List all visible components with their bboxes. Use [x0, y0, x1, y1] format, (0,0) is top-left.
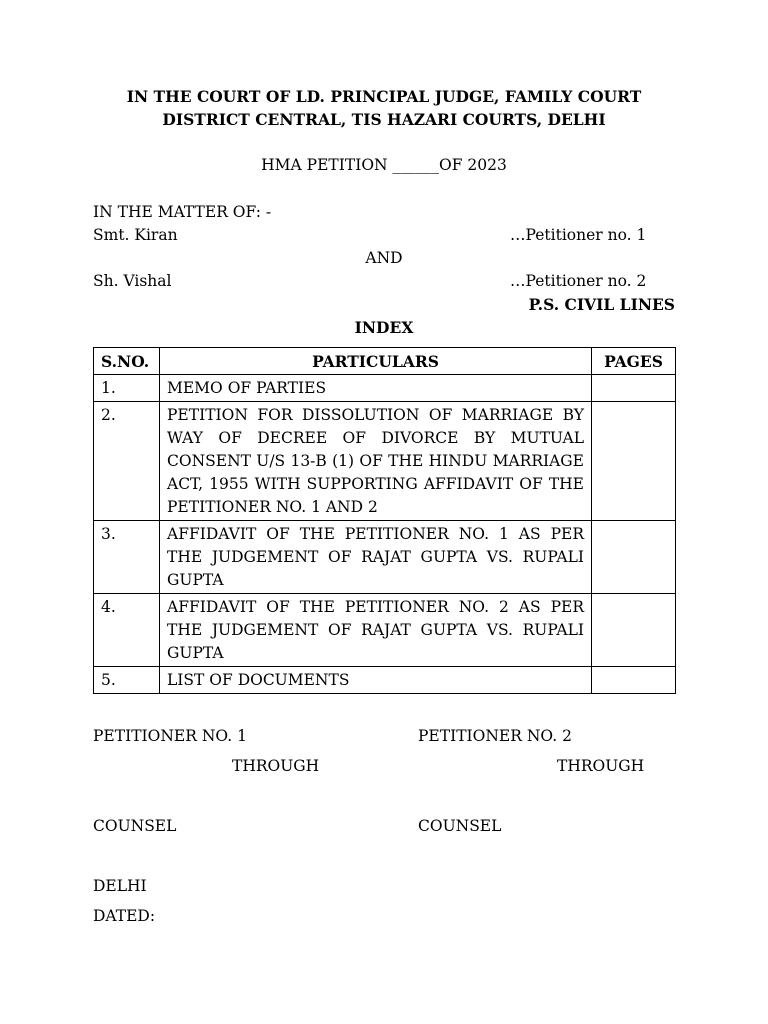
table-row: [94, 667, 676, 694]
row-sno: 1.: [94, 375, 160, 402]
party2-name: Sh. Vishal: [93, 272, 172, 290]
matter-of-label: IN THE MATTER OF: -: [93, 203, 272, 221]
table-row: [94, 375, 676, 402]
petitioner2-signature-label: PETITIONER NO. 2: [418, 727, 572, 745]
row-particulars: PETITION FOR DISSOLUTION OF MARRIAGE BY WAY OF DECREE OF DIVORCE BY MUTUAL CONSENT U/S 13-B (1) OF THE HINDU MARRIAGE ACT, 1955 WITH SUPPORTING AFFIDAVIT OF THE PETITIONER NO. 1 AND 2: [160, 402, 592, 521]
police-station: P.S. CIVIL LINES: [528, 295, 675, 314]
party1-role: …Petitioner no. 1: [510, 226, 647, 244]
row-pages: [592, 521, 676, 594]
petitioner1-signature-label: PETITIONER NO. 1: [93, 727, 247, 745]
counsel-label-1: COUNSEL: [93, 817, 177, 835]
court-title-line1: IN THE COURT OF LD. PRINCIPAL JUDGE, FAMILY COURT: [126, 87, 642, 106]
row-particulars: MEMO OF PARTIES: [160, 375, 592, 402]
table-header-row: [94, 348, 676, 375]
table-row: [94, 521, 676, 594]
row-sno: 2.: [94, 402, 160, 521]
row-pages: [592, 667, 676, 694]
column-header-sno: S.NO.: [94, 348, 160, 375]
court-title-line2: DISTRICT CENTRAL, TIS HAZARI COURTS, DELHI: [162, 110, 606, 129]
row-sno: 3.: [94, 521, 160, 594]
through-label-2: THROUGH: [557, 757, 645, 775]
row-pages: [592, 594, 676, 667]
table-row: [94, 594, 676, 667]
row-sno: 4.: [94, 594, 160, 667]
row-particulars: AFFIDAVIT OF THE PETITIONER NO. 2 AS PER THE JUDGEMENT OF RAJAT GUPTA VS. RUPALI GUPTA: [160, 594, 592, 667]
column-header-particulars: PARTICULARS: [160, 348, 592, 375]
index-table: [93, 347, 676, 694]
petition-number: HMA PETITION ______OF 2023: [261, 156, 507, 174]
row-particulars: LIST OF DOCUMENTS: [160, 667, 592, 694]
row-pages: [592, 402, 676, 521]
through-label-1: THROUGH: [232, 757, 320, 775]
row-pages: [592, 375, 676, 402]
party2-role: …Petitioner no. 2: [510, 272, 647, 290]
column-header-pages: PAGES: [592, 348, 676, 375]
party1-name: Smt. Kiran: [93, 226, 178, 244]
dated-label: DATED:: [93, 907, 156, 925]
and-separator: AND: [365, 249, 403, 267]
index-title: INDEX: [354, 318, 414, 337]
row-particulars: AFFIDAVIT OF THE PETITIONER NO. 1 AS PER THE JUDGEMENT OF RAJAT GUPTA VS. RUPALI GUPTA: [160, 521, 592, 594]
row-sno: 5.: [94, 667, 160, 694]
place-label: DELHI: [93, 877, 147, 895]
table-row: [94, 402, 676, 521]
counsel-label-2: COUNSEL: [418, 817, 502, 835]
